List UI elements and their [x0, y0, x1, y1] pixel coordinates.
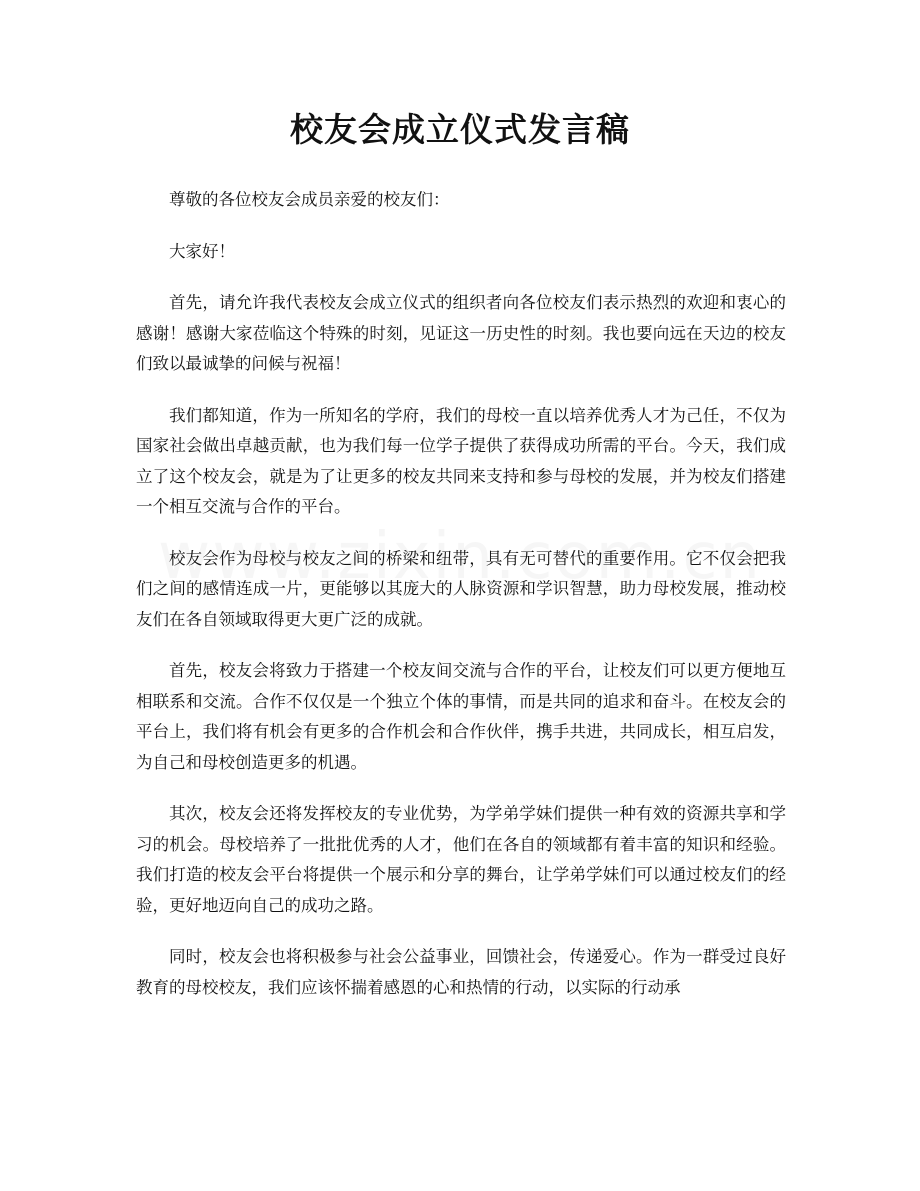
- document-title: 校友会成立仪式发言稿: [290, 110, 630, 149]
- paragraph-alma-mater: 我们都知道，作为一所知名的学府，我们的母校一直以培养优秀人才为己任，不仅为国家社会做出卓越贡献，也为我们每一位学子提供了获得成功所需的平台。今天，我们成立了这个校友会，就是为了让更多的校友共同来支持和参与母校的发展，并为校友们搭建一个相互交流与合作的平台。: [136, 405, 786, 516]
- greeting: 大家好！: [169, 241, 235, 261]
- document-body: [136, 185, 786, 1024]
- paragraph-public-welfare: 同时，校友会也将积极参与社会公益事业，回馈社会，传递爱心。作为一群受过良好教育的母校校友，我们应该怀揣着感恩的心和热情的行动，以实际的行动承: [136, 947, 786, 997]
- paragraph-bridge: 校友会作为母校与校友之间的桥梁和纽带，具有无可替代的重要作用。它不仅会把我们之间的感情连成一片，更能够以其庞大的人脉资源和学识智慧，助力母校发展，推动校友们在各自领域取得更大更广泛的成就。: [136, 548, 786, 629]
- paragraph-second-resources: 其次，校友会还将发挥校友的专业优势，为学弟学妹们提供一种有效的资源共享和学习的机会。母校培养了一批批优秀的人才，他们在各自的领域都有着丰富的知识和经验。我们打造的校友会平台将提供一个展示和分享的舞台，让学弟学妹们可以通过校友们的经验，更好地迈向自己的成功之路。: [136, 804, 786, 915]
- paragraph-welcome: 首先，请允许我代表校友会成立仪式的组织者向各位校友们表示热烈的欢迎和衷心的感谢！感谢大家莅临这个特殊的时刻，见证这一历史性的时刻。我也要向远在天边的校友们致以最诚挚的问候与祝福！: [136, 293, 786, 373]
- salutation: 尊敬的各位校友会成员亲爱的校友们：: [169, 190, 450, 209]
- paragraph-first-platform: 首先，校友会将致力于搭建一个校友间交流与合作的平台，让校友们可以更方便地互相联系和交流。合作不仅仅是一个独立个体的事情，而是共同的追求和奋斗。在校友会的平台上，我们将有机会有更多的合作机会和合作伙伴，携手共进，共同成长，相互启发，为自己和母校创造更多的机遇。: [136, 661, 786, 772]
